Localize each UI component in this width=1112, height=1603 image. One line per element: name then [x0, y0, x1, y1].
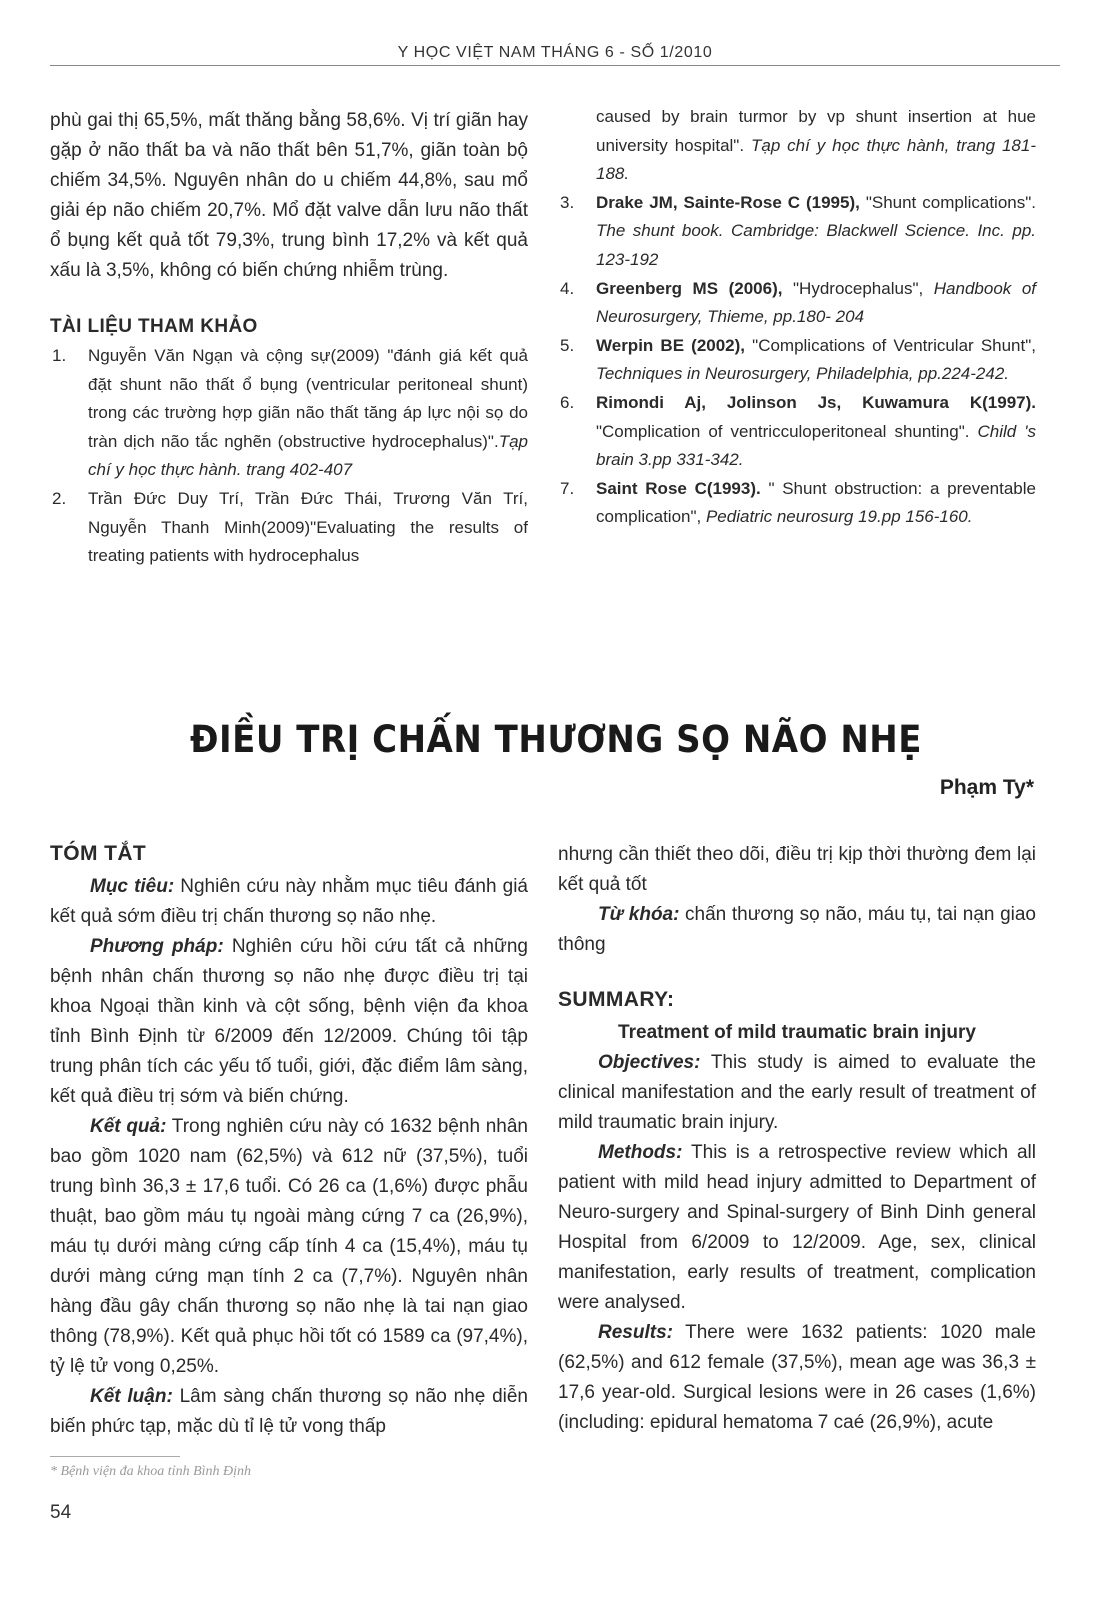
reference-source: Tạp chí y học thực hành, trang 181-188. [596, 135, 1036, 184]
prev-article-right-column [558, 103, 1036, 532]
reference-number: 6. [560, 392, 575, 412]
reference-source: Child 's brain 3.pp 331-342. [596, 421, 1036, 470]
reference-item [558, 189, 1036, 275]
result-label: Kết quả: [90, 1116, 167, 1137]
reference-number: 4. [560, 278, 575, 298]
conclusion-paragraph [50, 1382, 528, 1442]
page-number: 54 [50, 1502, 72, 1523]
summary-heading: SUMMARY: [558, 988, 675, 1011]
methods-paragraph [558, 1138, 1036, 1318]
conclusion-text: Lâm sàng chấn thương sọ não nhẹ diễn biến phức tạp, mặc dù tỉ lệ tử vong thấp [50, 1386, 528, 1437]
reference-number: 5. [560, 335, 575, 355]
reference-text: "Complications of Ventricular Shunt", [745, 335, 1036, 355]
objectives-label: Objectives: [598, 1052, 701, 1073]
objectives-paragraph [558, 1048, 1036, 1138]
keywords-paragraph [558, 900, 1036, 960]
results-text: There were 1632 patients: 1020 male (62,5%) and 612 female (37,5%), mean age was 36,3 ± 17,6 year-old. Surgical lesions were in 26 cases (1,6%) (including: epidural hematoma 7 caé (26,9%), acute [558, 1322, 1036, 1433]
reference-source: Techniques in Neurosurgery, Philadelphia, pp.224-242. [596, 364, 1009, 384]
conclusion-label: Kết luận: [90, 1386, 173, 1407]
abstract-left-column [50, 842, 528, 1442]
objectives-text: This study is aimed to evaluate the clinical manifestation and the early result of treatment of mild traumatic brain injury. [558, 1052, 1036, 1133]
keywords-label: Từ khóa: [598, 904, 680, 925]
method-label: Phương pháp: [90, 936, 224, 957]
methods-text: This is a retrospective review which all patient with mild head injury admitted to Department of Neuro-surgery and Spinal-surgery of Binh Dinh general Hospital from 6/2009 to 12/2009. Age, sex, clinical manifestation, early results of treatment, complication were analysed. [558, 1142, 1036, 1313]
conclusion-continued: nhưng cần thiết theo dõi, điều trị kịp thời thường đem lại kết quả tốt [558, 844, 1036, 895]
reference-number: 7. [560, 478, 575, 498]
prev-article-conclusion: phù gai thị 65,5%, mất thăng bằng 58,6%. Vị trí giãn hay gặp ở não thất ba và não thất bên 51,7%, giãn toàn bộ chiếm 34,5%. Nguyên nhân do u chiếm 44,8%, sau mổ giải ép não chiếm 20,7%. Mổ đặt valve dẫn lưu não thất ổ bụng kết quả tốt 79,3%, trung bình 17,2% và kết quả xấu là 3,5%, không có biến chứng nhiễm trùng. [50, 110, 528, 281]
reference-source: Pediatric neurosurg 19.pp 156-160. [705, 507, 973, 527]
footnote-divider [50, 1456, 180, 1457]
methods-label: Methods: [598, 1142, 683, 1163]
abstract-right-column [558, 840, 1036, 1438]
method-text: Nghiên cứu hồi cứu tất cả những bệnh nhân chấn thương sọ não nhẹ được điều trị tại khoa Ngoại thần kinh và cột sống, bệnh viện đa khoa tỉnh Bình Định từ 6/2009 đến 12/2009. Chúng tôi tập trung phân tích các yếu tố tuổi, giới, đặc điểm lâm sàng, kết quả điều trị sớm và biến chứng. [50, 936, 528, 1107]
objective-text: Nghiên cứu này nhằm mục tiêu đánh giá kết quả sớm điều trị chấn thương sọ não nhẹ. [50, 876, 528, 927]
reference-authors: Nguyễn Văn Ngạn và cộng sự(2009) [88, 346, 380, 365]
reference-item [558, 332, 1036, 389]
reference-text: "đánh giá kết quả đặt shunt não thất ổ bụng (ventricular peritoneal shunt) trong các trường hợp giãn não thất tăng áp lực nội sọ do tràn dịch não tắc nghẽn (obstructive hydrocephalus)". [88, 346, 528, 451]
reference-source: Handbook of Neurosurgery, Thieme, pp.180- 204 [596, 278, 1037, 327]
reference-item [50, 342, 528, 485]
reference-item [558, 475, 1036, 532]
objective-paragraph [50, 872, 528, 932]
reference-source: The shunt book. Cambridge: Blackwell Science. Inc. pp. 123-192 [596, 221, 1036, 269]
reference-text-continued: caused by brain turmor by vp shunt insertion at hue university hospital". [596, 107, 1036, 155]
references-list-left [50, 342, 528, 571]
keywords-text: chấn thương sọ não, máu tụ, tai nạn giao thông [558, 904, 1036, 955]
article-title: ĐIỀU TRỊ CHẤN THƯƠNG SỌ NÃO NHẸ [189, 718, 922, 762]
reference-text: "Evaluating the results of treating patients with hydrocephalus [88, 517, 528, 566]
results-paragraph [558, 1318, 1036, 1438]
reference-item [50, 485, 528, 571]
prev-article-left-column [50, 106, 528, 571]
reference-authors: Greenberg MS (2006), [596, 278, 783, 298]
summary-title: Treatment of mild traumatic brain injury [618, 1022, 976, 1043]
result-paragraph [50, 1112, 528, 1382]
objective-label: Mục tiêu: [90, 876, 175, 897]
article-author: Phạm Ty* [939, 776, 1034, 799]
references-list-right [558, 103, 1036, 532]
references-heading: TÀI LIỆU THAM KHẢO [50, 316, 258, 337]
reference-number: 1. [52, 346, 67, 365]
reference-2-continuation [596, 107, 1036, 183]
reference-number: 2. [52, 488, 67, 508]
reference-item [558, 389, 1036, 475]
running-header: Y HỌC VIỆT NAM THÁNG 6 - SỐ 1/2010 [50, 44, 1060, 66]
reference-text: " Shunt obstruction: a preventable complication", [596, 478, 1036, 527]
abstract-heading: TÓM TẮT [50, 842, 147, 865]
reference-authors: Trần Đức Duy Trí, Trần Đức Thái, Trương Văn Trí, Nguyễn Thanh Minh(2009) [88, 488, 528, 537]
reference-authors: Rimondi Aj, Jolinson Js, Kuwamura K(1997). [596, 392, 1036, 412]
reference-number: 3. [560, 192, 575, 212]
reference-authors: Drake JM, Sainte-Rose C (1995), [596, 192, 860, 212]
reference-authors: Saint Rose C(1993). [596, 478, 761, 498]
reference-item-2-continued [558, 103, 1036, 189]
reference-text: "Complication of ventricculoperitoneal shunting". [596, 421, 978, 441]
reference-text: "Hydrocephalus", [782, 278, 934, 298]
method-paragraph [50, 932, 528, 1112]
reference-authors: Werpin BE (2002), [596, 335, 746, 355]
affiliation-footnote: * Bệnh viện đa khoa tỉnh Bình Định [50, 1464, 252, 1479]
reference-text: "Shunt complications". [859, 192, 1036, 212]
reference-source: Tạp chí y học thực hành. trang 402-407 [88, 431, 528, 480]
reference-item [558, 275, 1036, 332]
result-text: Trong nghiên cứu này có 1632 bệnh nhân bao gồm 1020 nam (62,5%) và 612 nữ (37,5%), tuổi trung bình 36,3 ± 17,6 tuổi. Có 26 ca (1,6%) được phẫu thuật, bao gồm máu tụ ngoài màng cứng 7 ca (26,9%), máu tụ dưới màng cứng cấp tính 4 ca (15,4%), máu tụ dưới màng cứng mạn tính 2 ca (7,7%). Nguyên nhân hàng đầu gây chấn thương sọ não nhẹ là tai nạn giao thông (78,9%). Kết quả phục hồi tốt có 1589 ca (97,4%), tỷ lệ tử vong 0,25%. [50, 1116, 529, 1377]
results-label: Results: [598, 1322, 673, 1343]
